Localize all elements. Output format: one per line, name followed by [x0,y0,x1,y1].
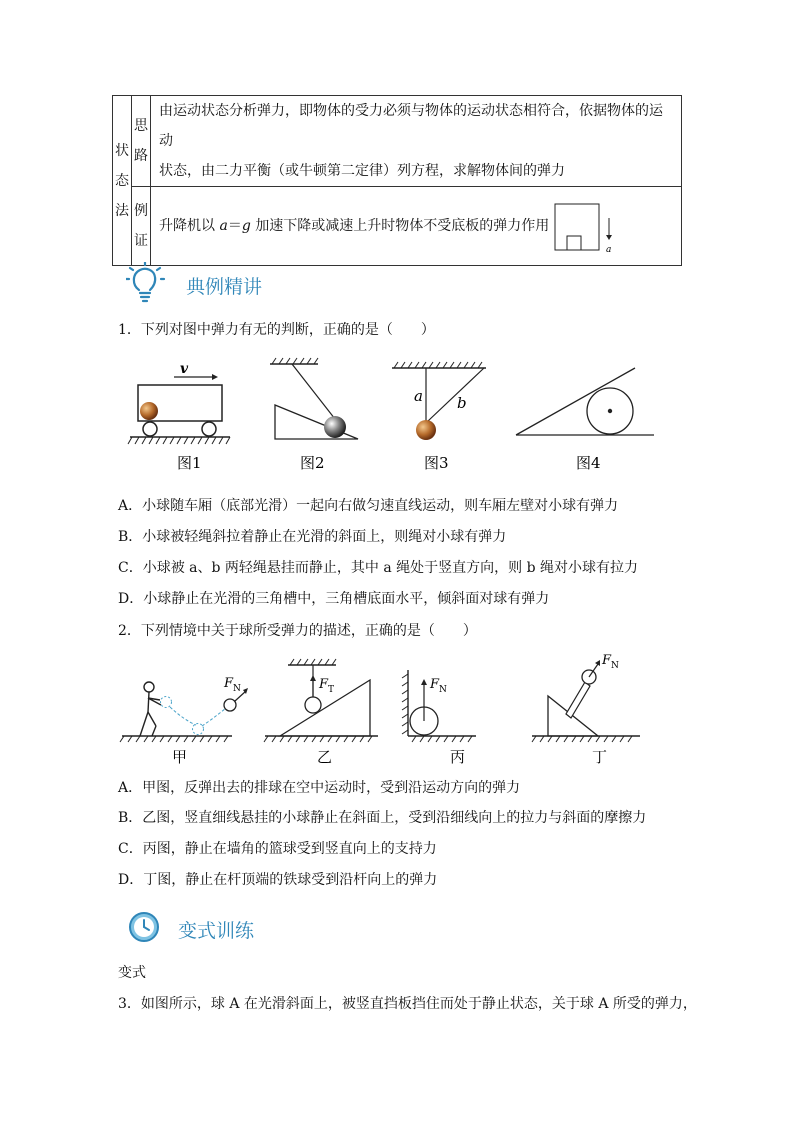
section-title-variants: 变式训练 [178,920,255,942]
fig1-hatching [128,437,230,444]
q3-stem: 3．如图所示，球 A 在光滑斜面上，被竖直挡板挡住而处于静止状态，关于球 A 所受的弹力， [118,996,697,1012]
fig2-rope [292,364,335,419]
accel-arrow-head [606,235,612,240]
volleyball [224,699,236,711]
row-content-example [151,187,682,266]
q1-stem: 1．下列对图中弹力有无的判断，正确的是（ ） [118,322,435,338]
fig3-rope-b [428,368,484,421]
fig1-velocity-head [212,374,218,380]
fig2-ball [324,416,346,438]
bulb-icon [126,262,166,304]
fig4-groove [516,368,654,435]
fig-caption: 甲 [172,748,188,766]
row-label-example [132,187,151,266]
side-label-char: 法 [115,202,129,219]
fig3-ball [416,420,436,440]
row-label-thinking [132,96,151,187]
player-figure [140,682,161,736]
q1-option-a: A．小球随车厢（底部光滑）一起向右做匀速直线运动，则车厢左壁对小球有弹力 [118,498,619,514]
fig-caption: 图2 [300,454,325,472]
fig4-slope [516,368,635,435]
fig3-ropes [392,362,486,440]
fig1-cart [128,361,230,444]
clock-icon [128,911,160,943]
q2-option-c: C．丙图，静止在墙角的篮球受到竖直向上的支持力 [118,841,437,857]
q2-option-a: A．甲图，反弹出去的排球在空中运动时，受到沿运动方向的弹力 [118,780,521,796]
svg-text:F: F [430,677,440,692]
fig-caption: 图3 [424,454,449,472]
svg-text:F: F [602,653,612,668]
q1-option-d: D．小球静止在光滑的三角槽中，三角槽底面水平，倾斜面对球有弹力 [118,591,550,607]
q2-option-b: B．乙图，竖直细线悬挂的小球静止在斜面上，受到沿细线向上的拉力与斜面的摩擦力 [118,810,647,826]
svg-text:N: N [439,685,447,695]
row-label-char: 思 [134,118,148,134]
fig1-wheel [202,422,216,436]
object-block [567,236,581,250]
fig-caption: 丙 [450,748,466,766]
accel-label: a [606,245,612,254]
fig-caption: 图4 [576,454,601,472]
fig3-label-a: a [414,387,423,405]
svg-text:T: T [328,685,335,695]
fig-caption: 图1 [177,454,202,472]
row-label-char: 例 [134,203,148,219]
side-label [113,96,132,266]
method-table [112,95,682,266]
fig2-wedge [275,405,358,439]
svg-text:F: F [224,676,234,691]
fig-caption: 丁 [592,748,608,766]
fig4-ball-center [608,409,612,413]
fig1-ball [140,402,158,420]
row-label-char: 路 [134,148,148,164]
q2-stem: 2．下列情境中关于球所受弹力的描述，正确的是（ ） [118,623,477,639]
elevator-figure [553,198,623,254]
variant-label: 变式 [118,965,146,981]
fig-bing [402,670,476,742]
side-label-char: 状 [115,142,129,159]
content-line: 状态，由二力平衡（或牛顿第二定律）列方程，求解物体间的弹力 [159,163,565,179]
fig-ding [532,653,640,742]
row-label-char: 证 [134,233,148,249]
example-text: 升降机以 a＝g 加速下降或减速上升时物体不受底板的弹力作用 [159,218,550,234]
svg-text:N: N [611,661,619,671]
elevator-box [555,204,599,250]
q2-option-d: D．丁图，静止在杆顶端的铁球受到沿杆向上的弹力 [118,872,438,888]
fig-yi [264,659,378,742]
fig-caption: 乙 [317,748,333,766]
side-label-char: 态 [115,172,129,189]
content-line: 由运动状态分析弹力，即物体的受力必须与物体的运动状态相符合，依据物体的运动 [159,103,663,149]
svg-text:F: F [319,677,329,692]
fig2-incline [270,358,358,439]
q1-option-b: B．小球被轻绳斜拉着静止在光滑的斜面上，则绳对小球有弹力 [118,529,507,545]
q1-figures [112,355,672,475]
section-title-examples: 典例精讲 [186,276,263,298]
q1-option-c: C．小球被 a、b 两轻绳悬挂而静止，其中 a 绳处于竖直方向，则 b 绳对小球有拉力 [118,560,639,576]
fig-jia [120,676,248,742]
row-content-thinking [151,96,682,187]
fig3-label-b: b [457,394,467,412]
fig1-wheel [143,422,157,436]
fig1-velocity-label: v [180,361,189,377]
q2-figures [112,650,672,768]
svg-text:N: N [233,684,241,694]
